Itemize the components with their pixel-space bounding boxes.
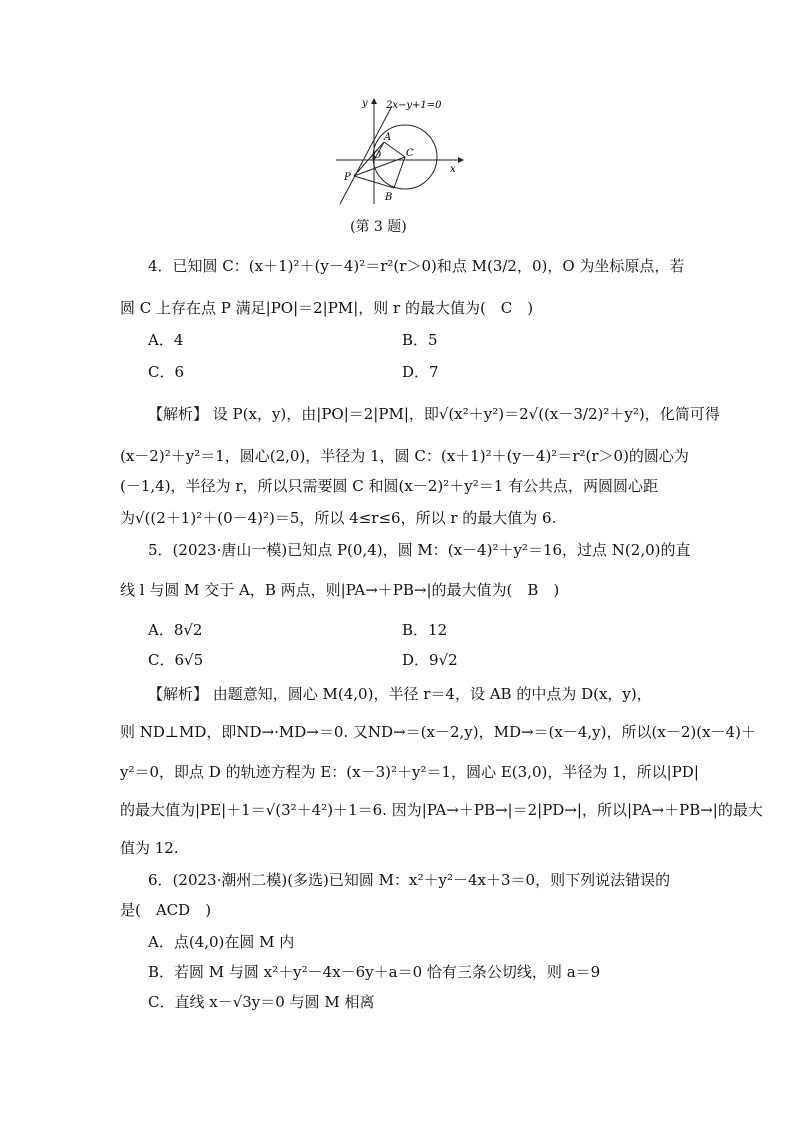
- q6-stem-line1: 6．(2023·潮州二模)(多选)已知圆 M：x²＋y²－4x＋3＝0，则下列说法错误的: [148, 871, 671, 889]
- q5-solution-line3: y²＝0，即点 D 的轨迹方程为 E：(x－3)²＋y²＝1，圆心 E(3,0)，半径为 1，所以|PD|: [120, 763, 699, 781]
- q6-option-a: A．点(4,0)在圆 M 内: [148, 933, 295, 951]
- q5-option-c: C．6√5: [148, 651, 204, 669]
- label-p: P: [344, 172, 351, 183]
- q4-stem-line2: 圆 C 上存在点 P 满足|PO|＝2|PM|，则 r 的最大值为( C ): [120, 299, 534, 317]
- q5-solution-line4: 的最大值为|PE|＋1＝√(3²＋4²)＋1＝6. 因为|PA→＋PB→|＝2|PD→|，所以|PA→＋PB→|的最大: [120, 801, 763, 819]
- y-axis-arrow: [371, 98, 377, 104]
- q4-option-a: A．4: [148, 331, 184, 349]
- q5-option-d: D．9√2: [402, 651, 458, 669]
- q4-solution-line4: 为√((2＋1)²＋(0－4)²)＝5，所以 4≤r≤6，所以 r 的最大值为 6.: [120, 509, 557, 527]
- q5-option-b: B．12: [402, 621, 448, 639]
- label-o: O: [373, 150, 382, 161]
- segment-cb: [394, 157, 405, 188]
- q5-solution-line2: 则 ND⊥MD，即ND→·MD→＝0. 又ND→＝(x－2,y)，MD→＝(x－4,y)，所以(x－2)(x－4)＋: [120, 723, 756, 741]
- label-y: y: [362, 98, 368, 109]
- label-x: x: [450, 164, 456, 175]
- q4-option-c: C．6: [148, 363, 185, 381]
- q5-solution-line1: 【解析】 由题意知，圆心 M(4,0)，半径 r＝4，设 AB 的中点为 D(x，y)，: [148, 685, 652, 703]
- label-a: A: [384, 132, 392, 143]
- q6-option-c: C．直线 x－√3y＝0 与圆 M 相离: [148, 993, 375, 1011]
- q5-solution-line5: 值为 12.: [120, 839, 179, 857]
- q4-stem-line1: 4．已知圆 C：(x＋1)²＋(y－4)²＝r²(r＞0)和点 M(3/2，0)，O 为坐标原点，若: [148, 257, 685, 275]
- x-axis-arrow: [458, 157, 464, 163]
- label-b: B: [385, 192, 393, 203]
- label-c: C: [406, 148, 414, 159]
- segment-ca: [384, 142, 405, 157]
- q4-option-b: B．5: [402, 331, 438, 349]
- q4-solution-line3: (－1,4)，半径为 r，所以只需要圆 C 和圆(x－2)²＋y²＝1 有公共点，两圆圆心距: [120, 477, 659, 495]
- q4-solution-line1: 【解析】 设 P(x，y)，由|PO|＝2|PM|，即√(x²＋y²)＝2√((x－3/2)²＋y²)，化简可得: [148, 405, 720, 423]
- q6-option-b: B．若圆 M 与圆 x²＋y²－4x－6y＋a＝0 恰有三条公切线，则 a＝9: [148, 963, 601, 981]
- circle-tangent-figure: [330, 92, 470, 212]
- q5-stem-line1: 5．(2023·唐山一模)已知点 P(0,4)，圆 M：(x－4)²＋y²＝16，过点 N(2,0)的直: [148, 541, 691, 559]
- q4-solution-line2: (x－2)²＋y²＝1，圆心(2,0)，半径为 1，圆 C：(x＋1)²＋(y－4)²＝r²(r＞0)的圆心为: [120, 447, 689, 465]
- figure-caption: (第 3 题): [350, 219, 407, 235]
- q4-option-d: D．7: [402, 363, 439, 381]
- q5-stem-line2: 线 l 与圆 M 交于 A，B 两点，则|PA→＋PB→|的最大值为( B ): [120, 581, 560, 599]
- q6-stem-line2: 是( ACD ): [120, 901, 212, 919]
- label-line-eq: 2x−y+1=0: [386, 100, 442, 111]
- line-2x-y-plus-1: [340, 106, 392, 204]
- q5-option-a: A．8√2: [148, 621, 203, 639]
